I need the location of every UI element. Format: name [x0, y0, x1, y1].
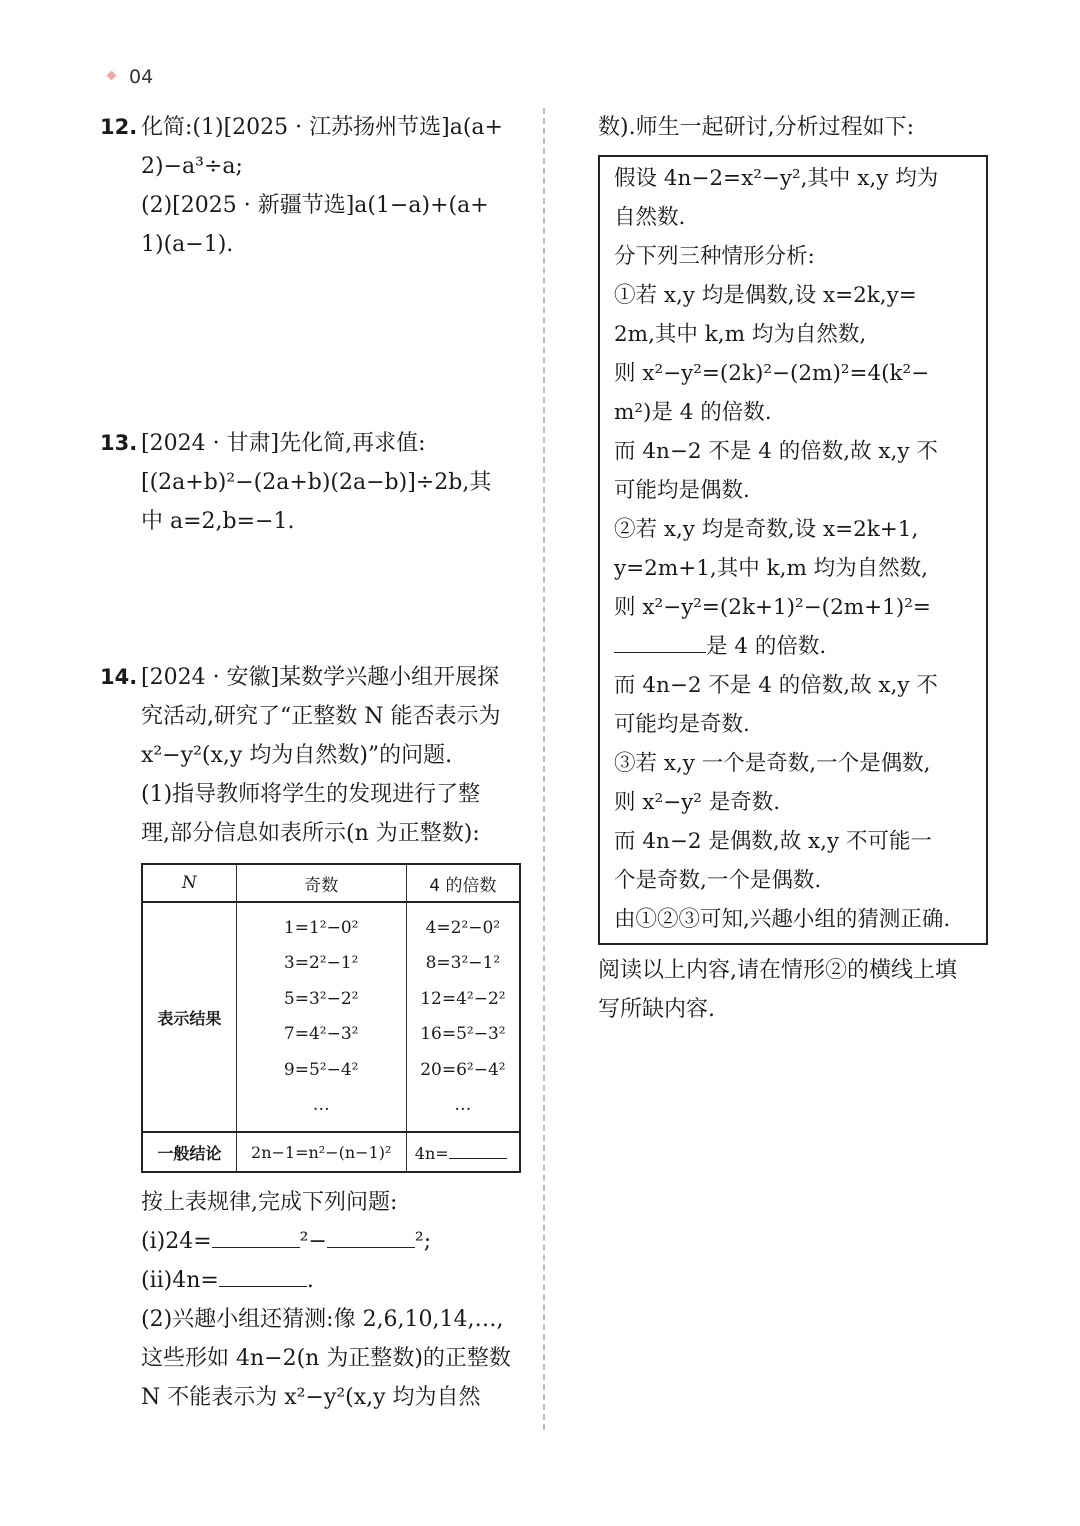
q14-line: N 不能表示为 x²−y²(x,y 均为自然 — [141, 1385, 481, 1410]
right-column — [598, 108, 990, 1029]
q14-line: 14. [2024 · 安徽]某数学兴趣小组开展探 — [100, 658, 528, 697]
q14-line: 究活动,研究了“正整数 N 能否表示为 — [141, 704, 501, 729]
table-odd-conclusion: 2n−1=n²−(n−1)² — [236, 1132, 406, 1172]
q12-line: 2)−a³÷a; — [141, 154, 243, 179]
question-13 — [100, 424, 528, 541]
sub-i-blank-2[interactable] — [327, 1227, 415, 1248]
table-header-n: N — [142, 864, 236, 902]
analysis-line: 分下列三种情形分析: — [614, 244, 815, 269]
analysis-line: 假设 4n−2=x²−y²,其中 x,y 均为 — [614, 166, 939, 191]
analysis-line: 可能均是奇数. — [614, 712, 750, 737]
q14-line: x²−y²(x,y 均为自然数)”的问题. — [141, 743, 453, 768]
analysis-line: 而 4n−2 不是 4 的倍数,故 x,y 不 — [614, 673, 938, 698]
instruction-line: 阅读以上内容,请在情形②的横线上填 — [598, 958, 957, 983]
q14-line: (2)兴趣小组还猜测:像 2,6,10,14,…, — [141, 1307, 504, 1332]
q14-line: 按上表规律,完成下列问题: — [141, 1190, 398, 1215]
page-number-text: 04 — [129, 66, 154, 88]
q12-line: 1)(a−1). — [141, 232, 234, 257]
analysis-blank-line: 是 4 的倍数. — [614, 627, 986, 666]
question-14 — [100, 658, 528, 1417]
page-number — [108, 66, 153, 88]
mult4-conclusion-blank[interactable] — [449, 1142, 507, 1159]
q12-line: 12. 化简:(1)[2025 · 江苏扬州节选]a(a+ — [100, 108, 528, 147]
analysis-line: m²)是 4 的倍数. — [614, 400, 772, 425]
q14-table — [141, 863, 521, 1173]
analysis-line: 则 x²−y²=(2k)²−(2m)²=4(k²− — [614, 361, 930, 386]
analysis-line: 可能均是偶数. — [614, 478, 750, 503]
table-header-mult4: 4 的倍数 — [406, 864, 520, 902]
analysis-line: 而 4n−2 不是 4 的倍数,故 x,y 不 — [614, 439, 938, 464]
analysis-line: 则 x²−y²=(2k+1)²−(2m+1)²= — [614, 595, 931, 620]
table-conclusion-label: 一般结论 — [142, 1132, 236, 1172]
q13-answer-space — [100, 541, 528, 658]
q12-answer-space — [100, 264, 528, 424]
analysis-line: 而 4n−2 是偶数,故 x,y 不可能一 — [614, 829, 932, 854]
q12-number: 12. — [100, 115, 138, 139]
table-mult4-results: 4=2²−0² 8=3²−1² 12=4²−2² 16=5²−3² 20=6²−4² … — [406, 902, 520, 1132]
q14-continued-line: 数).师生一起研讨,分析过程如下: — [598, 115, 914, 140]
page-diamond-icon — [107, 71, 117, 81]
analysis-line: 2m,其中 k,m 均为自然数, — [614, 322, 867, 347]
table-mult4-conclusion: 4n= — [406, 1132, 520, 1172]
analysis-line: ③若 x,y 一个是奇数,一个是偶数, — [614, 751, 931, 776]
question-12 — [100, 108, 528, 264]
analysis-line: 自然数. — [614, 205, 686, 230]
analysis-line: 由①②③可知,兴趣小组的猜测正确. — [614, 907, 951, 932]
table-odd-results: 1=1²−0² 3=2²−1² 5=3²−2² 7=4²−3² 9=5²−4² … — [236, 902, 406, 1132]
q13-number: 13. — [100, 431, 138, 455]
column-divider — [543, 108, 545, 1430]
case2-blank[interactable] — [614, 632, 706, 653]
q14-sub-i: (ⅰ)24= ²− ²; — [141, 1229, 432, 1254]
q14-line: 理,部分信息如表所示(n 为正整数): — [141, 821, 480, 846]
analysis-line: 个是奇数,一个是偶数. — [614, 868, 822, 893]
analysis-line: y=2m+1,其中 k,m 均为自然数, — [614, 556, 929, 581]
q13-line: 13. [2024 · 甘肃]先化简,再求值: — [100, 424, 528, 463]
q13-line: 中 a=2,b=−1. — [141, 509, 295, 534]
q12-line: (2)[2025 · 新疆节选]a(1−a)+(a+ — [141, 193, 489, 218]
q14-line: 这些形如 4n−2(n 为正整数)的正整数 — [141, 1346, 511, 1371]
sub-i-blank-1[interactable] — [212, 1227, 300, 1248]
analysis-line: 则 x²−y² 是奇数. — [614, 790, 781, 815]
analysis-line: ①若 x,y 均是偶数,设 x=2k,y= — [614, 283, 917, 308]
q14-sub-ii: (ⅱ)4n= . — [141, 1268, 314, 1293]
q14-number: 14. — [100, 665, 138, 689]
instruction-line: 写所缺内容. — [598, 997, 715, 1022]
sub-ii-blank[interactable] — [219, 1266, 307, 1287]
analysis-box — [598, 155, 988, 945]
q14-line: (1)指导教师将学生的发现进行了整 — [141, 782, 481, 807]
table-row-label: 表示结果 — [142, 902, 236, 1132]
q13-line: [(2a+b)²−(2a+b)(2a−b)]÷2b,其 — [141, 470, 492, 495]
left-column — [100, 108, 528, 1417]
table-header-odd: 奇数 — [236, 864, 406, 902]
analysis-line: ②若 x,y 均是奇数,设 x=2k+1, — [614, 517, 919, 542]
